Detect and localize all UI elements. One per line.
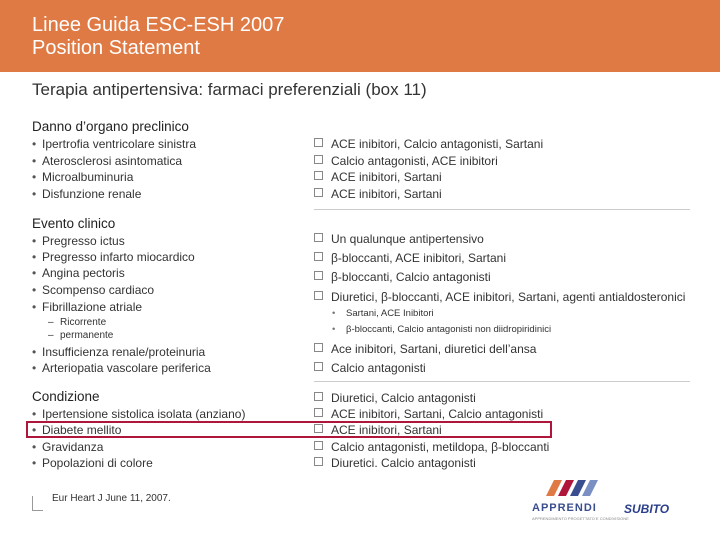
divider (314, 381, 690, 382)
list-item: • Ipertrofia ventricolare sinistra (32, 137, 197, 151)
list-item: • Arteriopatia vascolare periferica (32, 361, 211, 375)
therapy-item: Calcio antagonisti, metildopa, β-bloccanti (314, 440, 549, 454)
checkbox-icon (314, 362, 323, 371)
list-item: • Pregresso ictus (32, 234, 125, 248)
therapy-item: ACE inibitori, Sartani, Calcio antagonisti (314, 407, 543, 421)
section-heading-evento: Evento clinico (32, 216, 116, 231)
apprendi-logo-icon (540, 478, 600, 498)
list-item: • Popolazioni di colore (32, 456, 153, 470)
highlight-box (26, 421, 552, 438)
list-item: • Insufficienza renale/proteinuria (32, 345, 206, 359)
therapy-item: Un qualunque antipertensivo (314, 232, 484, 246)
therapy-item: Diuretici. Calcio antagonisti (314, 456, 476, 470)
therapy-item: ACE inibitori, Sartani (314, 187, 442, 201)
title-line-2: Position Statement (32, 37, 200, 59)
section-heading-danno: Danno d’organo preclinico (32, 119, 189, 134)
therapy-sub-item: • Sartani, ACE Inibitori (332, 308, 434, 319)
apprendi-logo-tagline: APPRENDIMENTO PROGETTATO E CONDIVISIONE (532, 516, 629, 521)
therapy-item: β-bloccanti, Calcio antagonisti (314, 270, 491, 284)
therapy-item: ACE inibitori, Sartani (314, 423, 442, 437)
therapy-item: Ace inibitori, Sartani, diuretici dell’ansa (314, 342, 536, 356)
slide-title (32, 14, 284, 60)
checkbox-icon (314, 233, 323, 242)
therapy-item: Diuretici, β-bloccanti, ACE inibitori, Sartani, agenti antialdosteronici (314, 290, 685, 304)
checkbox-icon (314, 291, 323, 300)
therapy-item: Calcio antagonisti (314, 361, 426, 375)
list-item: • Microalbuminuria (32, 170, 134, 184)
checkbox-icon (314, 343, 323, 352)
list-item: • Fibrillazione atriale (32, 300, 143, 314)
apprendi-logo (528, 478, 629, 522)
therapy-item: ACE inibitori, Calcio antagonisti, Sartani (314, 137, 543, 151)
list-item: • Diabete mellito (32, 423, 122, 437)
subito-logo: SUBITO (624, 502, 670, 516)
reference-marker (32, 496, 43, 511)
list-item: • Angina pectoris (32, 266, 125, 280)
apprendi-logo-text: APPRENDI (532, 502, 597, 514)
title-line-1: Linee Guida ESC-ESH 2007 (32, 14, 285, 36)
checkbox-icon (314, 188, 323, 197)
sub-list-item: – permanente (48, 330, 114, 341)
checkbox-icon (314, 457, 323, 466)
therapy-item: ACE inibitori, Sartani (314, 170, 442, 184)
reference: Eur Heart J June 11, 2007. (52, 493, 171, 504)
section-heading-condizione: Condizione (32, 389, 100, 404)
checkbox-icon (314, 441, 323, 450)
therapy-sub-item: • β-bloccanti, Calcio antagonisti non diidropiridinici (332, 324, 552, 335)
list-item: • Ipertensione sistolica isolata (anziano) (32, 407, 246, 421)
checkbox-icon (314, 155, 323, 164)
list-item: • Scompenso cardiaco (32, 283, 155, 297)
list-item: • Disfunzione renale (32, 187, 142, 201)
therapy-item: Diuretici, Calcio antagonisti (314, 391, 476, 405)
checkbox-icon (314, 392, 323, 401)
checkbox-icon (314, 252, 323, 261)
checkbox-icon (314, 271, 323, 280)
therapy-item: Calcio antagonisti, ACE inibitori (314, 154, 498, 168)
sub-list-item: – Ricorrente (48, 317, 107, 328)
checkbox-icon (314, 138, 323, 147)
list-item: • Pregresso infarto miocardico (32, 250, 195, 264)
slide-subtitle: Terapia antipertensiva: farmaci preferenziali (box 11) (32, 80, 427, 99)
checkbox-icon (314, 408, 323, 417)
therapy-item: β-bloccanti, ACE inibitori, Sartani (314, 251, 506, 265)
list-item: • Gravidanza (32, 440, 104, 454)
checkbox-icon (314, 171, 323, 180)
title-bar (0, 0, 720, 72)
divider (314, 209, 690, 210)
list-item: • Aterosclerosi asintomatica (32, 154, 183, 168)
